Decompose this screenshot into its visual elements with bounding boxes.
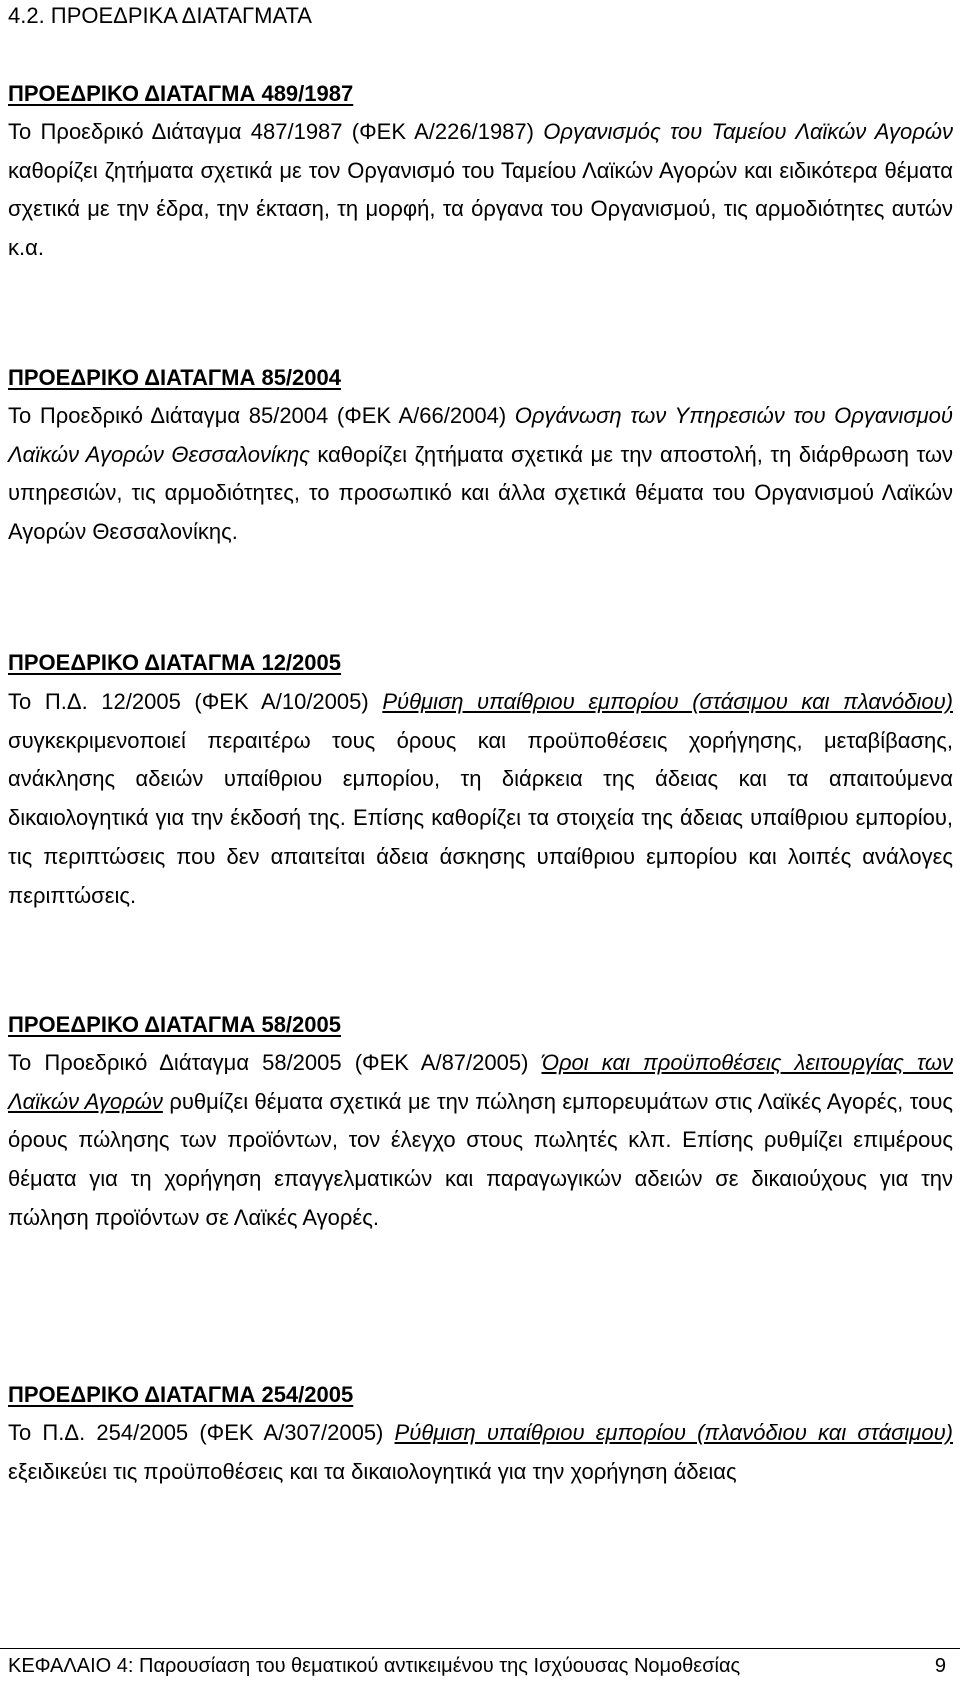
decree-body: συγκεκριμενοποιεί περαιτέρω τους όρους και προϋποθέσεις χορήγησης, μεταβίβασης, ανάκλησης αδειών υπαίθριου εμπορίου, τη διάρκεια της άδειας και τα απαιτούμενα δικαιολογητικά για την έκδοσή της. Επίσης καθορίζει τα στοιχεία της άδειας υπαίθριου εμπορίου, τις περιπτώσεις που δεν απαιτείται άδεια άσκησης υπαίθριου εμπορίου και λοιπές ανάλογες περιπτώσεις. (8, 727, 953, 908)
decree-lead: Το Π.Δ. 12/2005 (ΦΕΚ Α/10/2005) (8, 689, 383, 714)
decree-heading: ΠΡΟΕΔΡΙΚΟ ΔΙΑΤΑΓΜΑ 489/1987 (8, 81, 354, 106)
decree-body: ρυθμίζει θέματα σχετικά με την πώληση εμπορευμάτων στις Λαϊκές Αγορές, τους όρους πώλησης των προϊόντων, τον έλεγχο στους πωλητές κλπ. Επίσης ρυθμίζει επιμέρους θέματα για τη χορήγηση επαγγελματικών και παραγωγικών αδειών σε δικαιούχους για την πώληση προϊόντων σε Λαϊκές Αγορές. (8, 1088, 953, 1230)
decree-lead: Το Προεδρικό Διάταγμα 487/1987 (ΦΕΚ Α/226/1987) (8, 119, 544, 144)
decree-title: Οργάνωση των Υπηρεσιών του Οργανισμού Λαϊκών Αγορών Θεσσαλονίκης (8, 403, 953, 467)
decree-lead: Το Προεδρικό Διάταγμα 85/2004 (ΦΕΚ Α/66/2004) (8, 403, 515, 428)
decree-heading: ΠΡΟΕΔΡΙΚΟ ΔΙΑΤΑΓΜΑ 58/2005 (8, 1012, 341, 1037)
decree-title: Όροι και προϋποθέσεις λειτουργίας των Λαϊκών Αγορών (8, 1050, 953, 1114)
decree-paragraph (8, 1414, 953, 1491)
decree-body: καθορίζει ζητήματα σχετικά με τον Οργανισμό του Ταμείου Λαϊκών Αγορών και ειδικότερα θέματα σχετικά με την έδρα, την έκταση, τη μορφή, τα όργανα του Οργανισμού, τις αρμοδιότητες αυτών κ.α. (8, 157, 953, 261)
page-number: 9 (934, 1655, 946, 1677)
decree-heading: ΠΡΟΕΔΡΙΚΟ ΔΙΑΤΑΓΜΑ 12/2005 (8, 650, 341, 675)
decree-title: Ρύθμιση υπαίθριου εμπορίου (πλανόδιου και στάσιμου) (394, 1420, 953, 1445)
decree-paragraph (8, 113, 953, 268)
section-title: 4.2. ΠΡΟΕΔΡΙΚΑ ΔΙΑΤΑΓΜΑΤΑ (8, 3, 312, 28)
decree-heading: ΠΡΟΕΔΡΙΚΟ ΔΙΑΤΑΓΜΑ 254/2005 (8, 1382, 354, 1407)
footer-divider (0, 1648, 960, 1649)
decree-body: καθορίζει ζητήματα σχετικά με την αποστολή, τη διάρθρωση των υπηρεσιών, τις αρμοδιότητες, το προσωπικό και άλλα σχετικά θέματα του Οργανισμού Λαϊκών Αγορών Θεσσαλονίκης. (8, 441, 953, 545)
decree-body: εξειδικεύει τις προϋποθέσεις και τα δικαιολογητικά για την χορήγηση άδειας (8, 1458, 737, 1484)
decree-heading: ΠΡΟΕΔΡΙΚΟ ΔΙΑΤΑΓΜΑ 85/2004 (8, 365, 341, 390)
decree-paragraph (8, 397, 953, 552)
footer-chapter-text: ΚΕΦΑΛΑΙΟ 4: Παρουσίαση του θεματικού αντικειμένου της Ισχύουσας Νομοθεσίας (8, 1655, 741, 1677)
decree-title: Οργανισμός του Ταμείου Λαϊκών Αγορών (543, 119, 954, 144)
decree-lead: Το Π.Δ. 254/2005 (ΦΕΚ Α/307/2005) (8, 1420, 395, 1445)
page-footer (0, 1648, 960, 1682)
decree-title: Ρύθμιση υπαίθριου εμπορίου (στάσιμου και πλανόδιου) (382, 689, 953, 714)
decree-paragraph (8, 1044, 953, 1238)
decree-lead: Το Προεδρικό Διάταγμα 58/2005 (ΦΕΚ Α/87/2005) (8, 1050, 542, 1075)
decree-paragraph (8, 683, 953, 915)
